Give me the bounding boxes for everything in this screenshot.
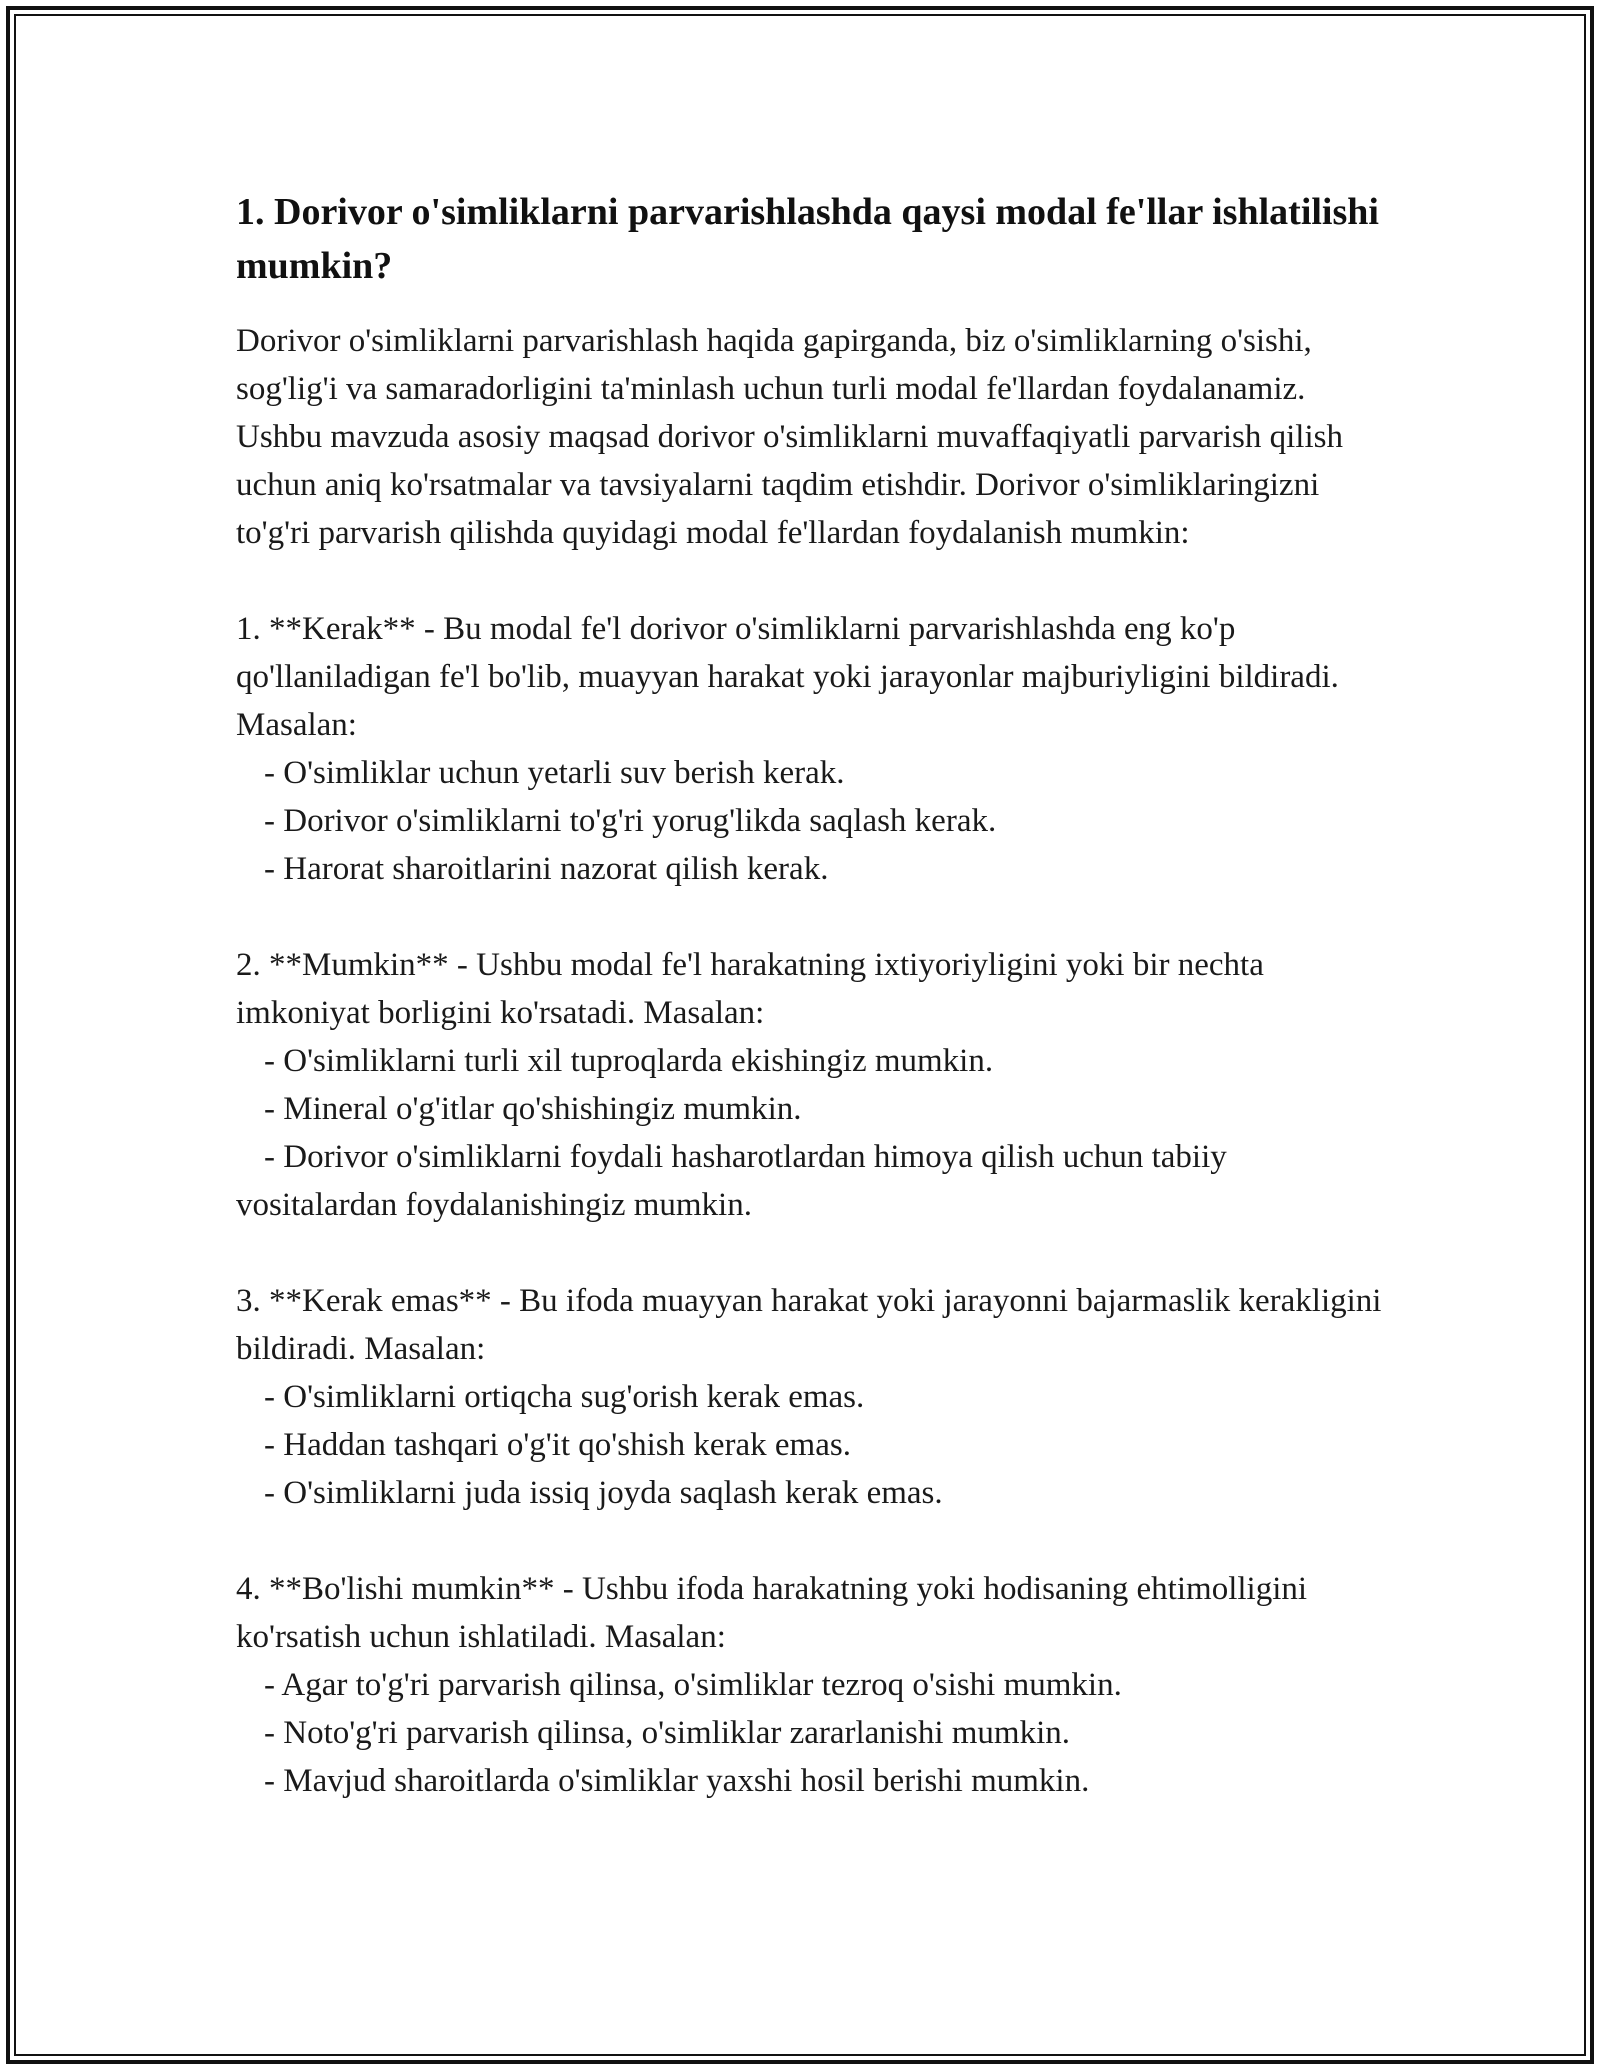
document-body [236, 185, 1386, 1805]
section-heading: 2. **Mumkin** - Ushbu modal fe'l harakatning ixtiyoriyligini yoki bir nechta imkoniyat borligini ko'rsatadi. Masalan: [236, 947, 1264, 1031]
example-item: - Harorat sharoitlarini nazorat qilish kerak. [264, 851, 829, 887]
example-item: - O'simliklarni turli xil tuproqlarda ekishingiz mumkin. [264, 1043, 994, 1079]
example-item: - Dorivor o'simliklarni to'g'ri yorug'likda saqlash kerak. [264, 803, 997, 839]
document-title: 1. Dorivor o'simliklarni parvarishlashda qaysi modal fe'llar ishlatilishi mumkin? [236, 191, 1379, 287]
section-mumkin [236, 941, 1386, 1229]
section-heading: 4. **Bo'lishi mumkin** - Ushbu ifoda harakatning yoki hodisaning ehtimolligini ko'rsatish uchun ishlatiladi. Masalan: [236, 1571, 1308, 1655]
example-item: - O'simliklar uchun yetarli suv berish kerak. [264, 755, 845, 791]
intro-paragraph: Dorivor o'simliklarni parvarishlash haqida gapirganda, biz o'simliklarning o'sishi, sog'lig'i va samaradorligini ta'minlash uchun turli modal fe'llardan foydalanamiz. Ushbu mavzuda asosiy maqsad dorivor o'simliklarni muvaffaqiyatli parvarish qilish uchun aniq ko'rsatmalar va tavsiyalarni taqdim etishdir. Dorivor o'simliklaringizni to'g'ri parvarish qilishda quyidagi modal fe'llardan foydalanish mumkin: [236, 323, 1343, 551]
example-item: - Noto'g'ri parvarish qilinsa, o'simliklar zararlanishi mumkin. [264, 1715, 1071, 1751]
example-item: - Haddan tashqari o'g'it qo'shish kerak emas. [264, 1427, 851, 1463]
section-kerak-emas [236, 1277, 1386, 1517]
example-item: - O'simliklarni juda issiq joyda saqlash kerak emas. [264, 1475, 943, 1511]
section-heading: 1. **Kerak** - Bu modal fe'l dorivor o'simliklarni parvarishlashda eng ko'p qo'llaniladigan fe'l bo'lib, muayyan harakat yoki jarayonlar majburiyligini bildiradi. Masalan: [236, 611, 1339, 743]
example-item: - Agar to'g'ri parvarish qilinsa, o'simliklar tezroq o'sishi mumkin. [264, 1667, 1122, 1703]
example-item: - Mineral o'g'itlar qo'shishingiz mumkin. [264, 1091, 802, 1127]
section-bolishi-mumkin [236, 1565, 1386, 1805]
example-item: - Mavjud sharoitlarda o'simliklar yaxshi hosil berishi mumkin. [264, 1763, 1090, 1799]
section-kerak [236, 605, 1386, 893]
example-item: - Dorivor o'simliklarni foydali hasharotlardan himoya qilish uchun tabiiy vositalardan foydalanishingiz mumkin. [236, 1139, 1227, 1223]
section-heading: 3. **Kerak emas** - Bu ifoda muayyan harakat yoki jarayonni bajarmaslik kerakligini bildiradi. Masalan: [236, 1283, 1382, 1367]
example-item: - O'simliklarni ortiqcha sug'orish kerak emas. [264, 1379, 865, 1415]
